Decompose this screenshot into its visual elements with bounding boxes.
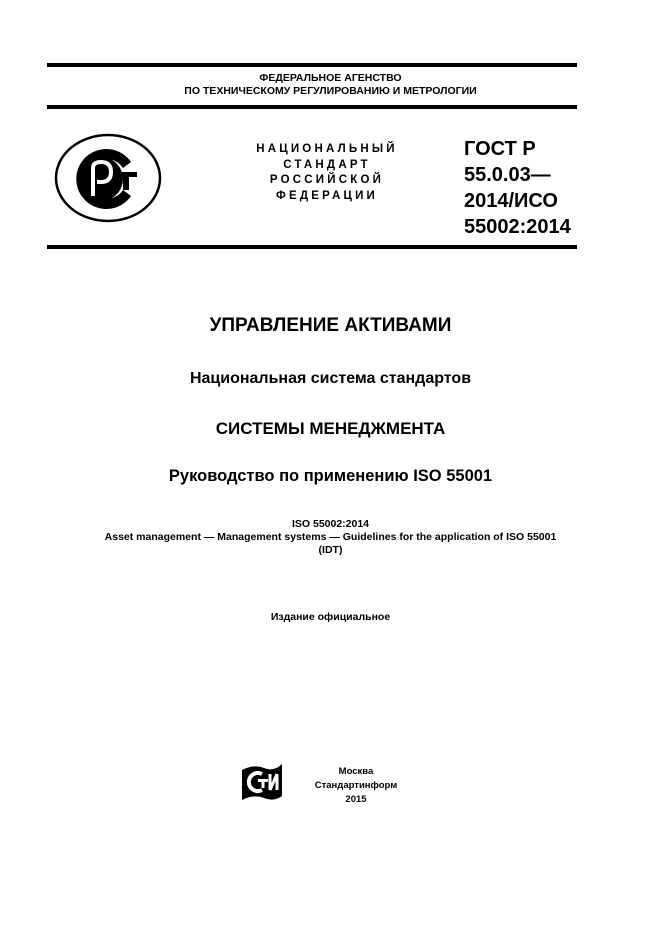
agency-name [0,72,661,98]
standard-designation [464,136,571,240]
edition-label: Издание официальное [270,611,391,623]
designation-line-3: 2014/ИСО [464,190,558,212]
iso-equivalence: (IDT) [318,544,343,556]
publisher-city: Москва [338,766,374,777]
rst-certification-mark-icon [53,132,163,229]
national-standard-line-4: ФЕДЕРАЦИИ [275,189,379,202]
designation-line-1: ГОСТ Р [464,138,536,160]
top-rule [47,63,577,67]
iso-number: ISO 55002:2014 [291,518,370,530]
header-bottom-rule [47,245,577,249]
agency-rule [47,105,577,109]
iso-reference [0,518,661,557]
national-standard-line-2: СТАНДАРТ [283,158,371,171]
subject-title: СИСТЕМЫ МЕНЕДЖМЕНТА [215,419,446,438]
national-standard-line-3: РОССИЙСКОЙ [269,174,385,186]
publisher-info [296,765,416,807]
main-title: УПРАВЛЕНИЕ АКТИВАМИ [209,315,452,336]
national-standard-line-1: НАЦИОНАЛЬНЫЙ [256,143,398,155]
designation-line-4: 55002:2014 [464,216,571,238]
designation-line-2: 55.0.03— [464,164,551,186]
subtitle: Руководство по применению ISO 55001 [168,467,493,485]
national-standard-label [222,142,432,204]
agency-line-1: ФЕДЕРАЛЬНОЕ АГЕНСТВО [259,72,402,84]
standartinform-logo-icon [240,760,284,807]
publisher-name: Стандартинформ [314,780,398,791]
series-title: Национальная система стандартов [189,370,472,387]
agency-line-2: ПО ТЕХНИЧЕСКОМУ РЕГУЛИРОВАНИЮ И МЕТРОЛОГИИ [184,85,477,97]
publication-year: 2015 [345,794,367,805]
iso-title: Asset management — Management systems — Guidelines for the application of ISO 55001 [104,531,557,543]
